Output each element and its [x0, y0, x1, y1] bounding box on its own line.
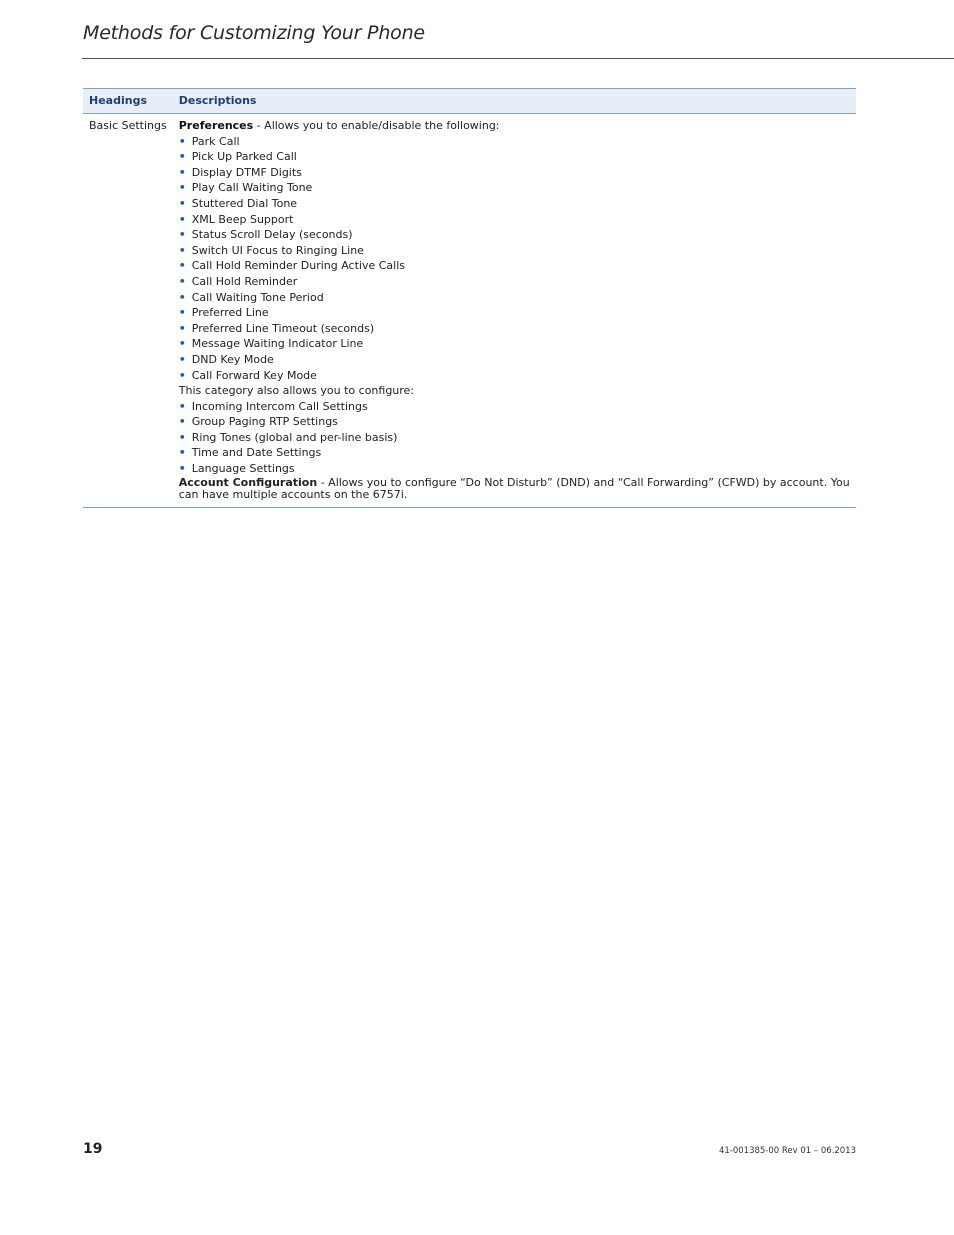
bullet-icon: • [178, 212, 186, 226]
list-item [179, 368, 850, 384]
list-item-text: Park Call [191, 134, 240, 148]
list-item [179, 290, 850, 306]
list-item-text: Call Hold Reminder During Active Calls [191, 259, 406, 273]
list-item-text: XML Beep Support [191, 212, 294, 226]
account-label: Account Configuration [178, 475, 318, 489]
list-item [179, 445, 850, 461]
list-item [179, 352, 850, 368]
bullet-icon: • [178, 259, 186, 273]
title-rule [82, 58, 954, 59]
list-item-text: Pick Up Parked Call [191, 150, 297, 164]
preferences-intro: - Allows you to enable/disable the following: [253, 119, 500, 132]
list-item [179, 414, 850, 430]
bullet-icon: • [178, 321, 186, 335]
list-item [179, 196, 850, 212]
bullet-icon: • [178, 274, 186, 288]
bullet-icon: • [178, 243, 186, 257]
document-reference: 41-001385-00 Rev 01 – 06.2013 [718, 1146, 856, 1156]
list-item-text: Ring Tones (global and per-line basis) [191, 430, 398, 444]
list-item-text: Status Scroll Delay (seconds) [191, 228, 353, 242]
bullet-icon: • [178, 306, 186, 320]
preferences-list [179, 134, 850, 384]
bullet-icon: • [178, 415, 186, 429]
list-item [179, 212, 850, 228]
list-item-text: Incoming Intercom Call Settings [191, 399, 368, 413]
list-item [179, 180, 850, 196]
list-item-text: Display DTMF Digits [191, 165, 302, 179]
bullet-icon: • [178, 399, 186, 413]
list-item-text: Language Settings [191, 462, 295, 476]
bullet-icon: • [178, 228, 186, 242]
table-header-row [83, 89, 856, 114]
list-item [179, 305, 850, 321]
bullet-icon: • [178, 368, 186, 382]
list-item-text: Preferred Line Timeout (seconds) [191, 321, 375, 335]
preferences-paragraph [179, 118, 850, 134]
preferences-label: Preferences [178, 119, 254, 132]
settings-table [83, 88, 856, 508]
page-number: 19 [83, 1141, 103, 1157]
row-description [173, 114, 856, 508]
bullet-icon: • [178, 290, 186, 304]
list-item [179, 430, 850, 446]
account-paragraph [179, 477, 850, 502]
list-item [179, 274, 850, 290]
column-header-headings: Headings [83, 89, 173, 114]
page-title: Methods for Customizing Your Phone [83, 22, 425, 44]
row-heading: Basic Settings [83, 114, 173, 508]
list-item-text: Switch UI Focus to Ringing Line [191, 243, 364, 257]
list-item [179, 399, 850, 415]
bullet-icon: • [178, 430, 186, 444]
bullet-icon: • [178, 337, 186, 351]
bullet-icon: • [178, 150, 186, 164]
list-item [179, 461, 850, 477]
list-item-text: Play Call Waiting Tone [191, 181, 313, 195]
configure-list [179, 399, 850, 477]
list-item [179, 165, 850, 181]
list-item-text: Call Forward Key Mode [191, 368, 317, 382]
list-item-text: Group Paging RTP Settings [191, 415, 338, 429]
list-item-text: DND Key Mode [191, 352, 274, 366]
list-item [179, 258, 850, 274]
column-header-descriptions: Descriptions [173, 89, 856, 114]
list-item-text: Call Waiting Tone Period [191, 290, 324, 304]
bullet-icon: • [178, 462, 186, 476]
bullet-icon: • [178, 181, 186, 195]
list-item-text: Call Hold Reminder [191, 274, 298, 288]
list-item [179, 321, 850, 337]
list-item [179, 227, 850, 243]
bullet-icon: • [178, 352, 186, 366]
list-item-text: Preferred Line [191, 306, 269, 320]
list-item [179, 149, 850, 165]
bullet-icon: • [178, 165, 186, 179]
configure-intro: This category also allows you to configure: [178, 384, 415, 398]
list-item-text: Stuttered Dial Tone [191, 196, 298, 210]
table-row [83, 114, 856, 508]
list-item [179, 243, 850, 259]
list-item-text: Message Waiting Indicator Line [191, 337, 364, 351]
list-item-text: Time and Date Settings [191, 446, 322, 460]
bullet-icon: • [178, 196, 186, 210]
list-item [179, 336, 850, 352]
list-item [179, 134, 850, 150]
bullet-icon: • [178, 134, 186, 148]
account-text: - Allows you to configure “Do Not Disturb” (DND) and “Call Forwarding” (CFWD) by account. You can have multiple accounts on the 6757i. [178, 475, 850, 502]
bullet-icon: • [178, 446, 186, 460]
